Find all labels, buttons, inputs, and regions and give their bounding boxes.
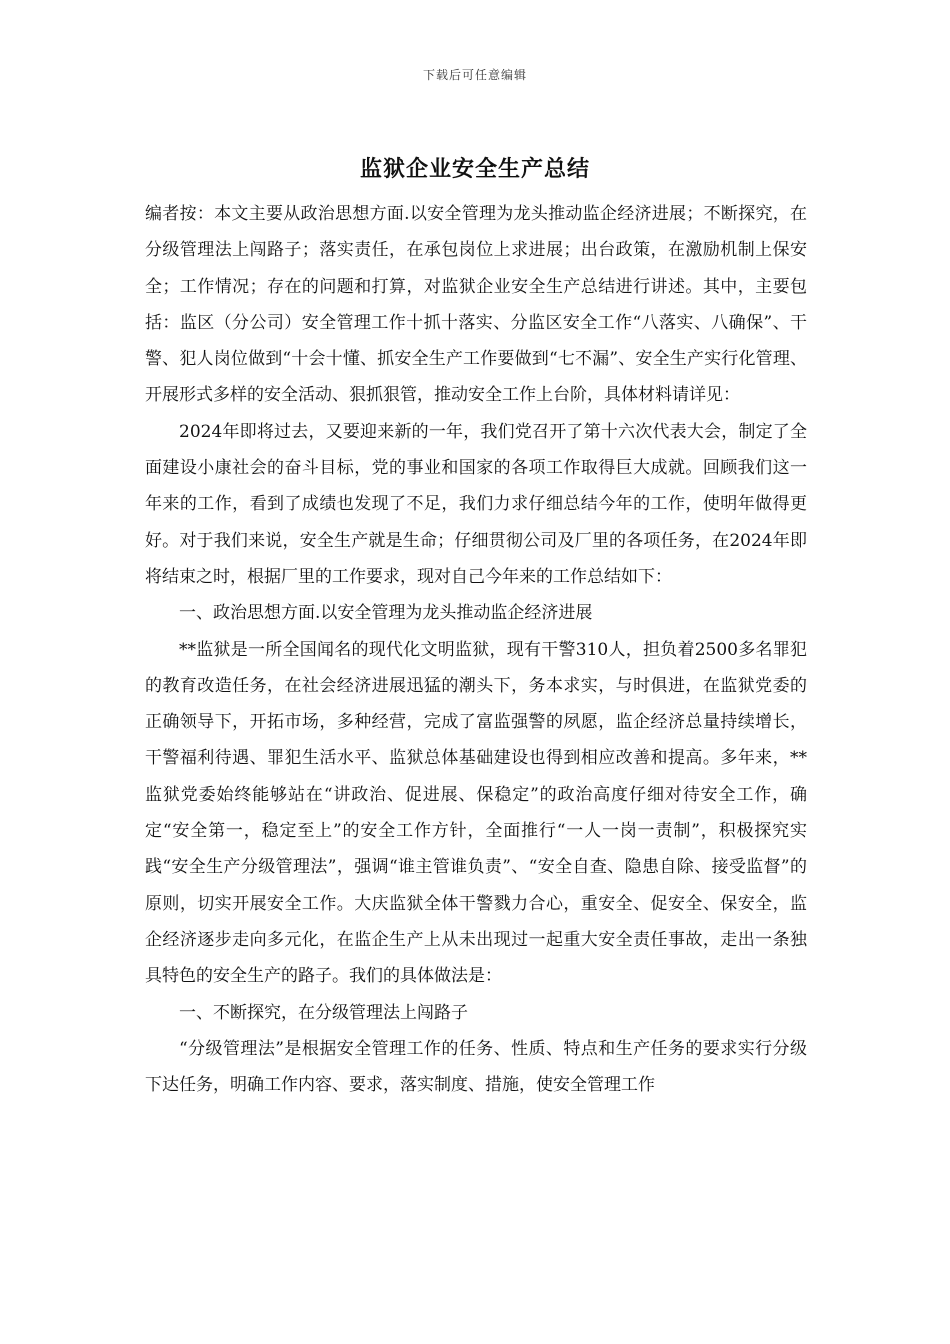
editor-note-paragraph: 编者按：本文主要从政治思想方面.以安全管理为龙头推动监企经济进展；不断探究，在分级管理法上闯路子；落实责任，在承包岗位上求进展；出台政策，在激励机制上保安全；工作情况；存在的问题和打算，对监狱企业安全生产总结进行讲述。其中，主要包括：监区（分公司）安全管理工作十抓十落实、分监区安全工作“八落实、八确保”、干警、犯人岗位做到“十会十懂、抓安全生产工作要做到“七不漏”、安全生产实行化管理、开展形式多样的安全活动、狠抓狠管，推动安全工作上台阶，具体材料请详见： [145,204,807,406]
document-body [145,196,807,1103]
document-title: 监狱企业安全生产总结 [359,156,590,182]
section-heading-political: 一、政治思想方面.以安全管理为龙头推动监企经济进展 [179,603,593,624]
grading-method-paragraph: “分级管理法”是根据安全管理工作的任务、性质、特点和生产任务的要求实行分级下达任务，明确工作内容、要求，落实制度、措施，使安全管理工作 [145,1038,807,1096]
prison-overview-paragraph: **监狱是一所全国闻名的现代化文明监狱，现有干警310人，担负着2500多名罪犯的教育改造任务，在社会经济进展迅猛的潮头下，务本求实，与时俱进，在监狱党委的正确领导下，开拓市场，多种经营，完成了富监强警的夙愿，监企经济总量持续增长，干警福利待遇、罪犯生活水平、监狱总体基础建设也得到相应改善和提高。多年来，**监狱党委始终能够站在“讲政治、促进展、保稳定”的政治高度仔细对待安全工作，确定“安全第一，稳定至上”的安全工作方针，全面推行“一人一岗一责制”，积极探究实践“安全生产分级管理法”，强调“谁主管谁负责”、“安全自查、隐患自除、接受监督”的原则，切实开展安全工作。大庆监狱全体干警戮力合心，重安全、促安全、保安全，监企经济逐步走向多元化，在监企生产上从未出现过一起重大安全责任事故，走出一条独具特色的安全生产的路子。我们的具体做法是： [145,639,807,987]
page-header-note: 下载后可任意编辑 [422,68,527,82]
section-heading-grading: 一、不断探究，在分级管理法上闯路子 [179,1002,468,1023]
intro-paragraph: 2024年即将过去，又要迎来新的一年，我们党召开了第十六次代表大会，制定了全面建设小康社会的奋斗目标，党的事业和国家的各项工作取得巨大成就。回顾我们这一年来的工作，看到了成绩也发现了不足，我们力求仔细总结今年的工作，使明年做得更好。对于我们来说，安全生产就是生命；仔细贯彻公司及厂里的各项任务，在2024年即将结束之时，根据厂里的工作要求，现对自己今年来的工作总结如下： [145,421,807,587]
